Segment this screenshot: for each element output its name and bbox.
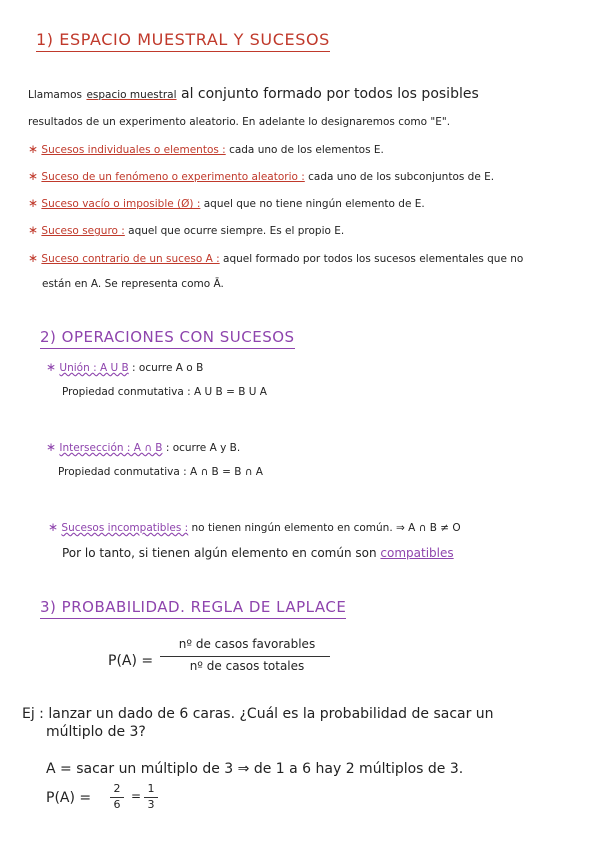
bullet-icon: ∗: [46, 360, 57, 374]
union-property: Propiedad conmutativa : A U B = B U A: [62, 386, 267, 398]
formula-lhs: P(A) =: [108, 653, 154, 669]
fraction-1-numerator: 2: [113, 782, 121, 795]
fraction-2-numerator: 1: [147, 782, 155, 795]
answer-lhs: P(A) =: [46, 790, 92, 806]
section1-title: 1) ESPACIO MUESTRAL Y SUCESOS: [36, 30, 330, 49]
bullet-icon: ∗: [48, 520, 59, 534]
compatible-line: Por lo tanto, si tienen algún elemento en común son compatibles: [62, 546, 454, 560]
bullet-icon: ∗: [28, 251, 39, 265]
section3-title: 3) PROBABILIDAD. REGLA DE LAPLACE: [40, 598, 346, 616]
answer-line: A = sacar un múltiplo de 3 ⇒ de 1 a 6 hay 2 múltiplos de 3.: [46, 761, 464, 777]
formula-fraction-bar: [160, 656, 330, 657]
formula-denominator: nº de casos totales: [189, 659, 305, 673]
definition-item: ∗ Suceso de un fenómeno o experimento aleatorio : cada uno de los subconjuntos de E.: [28, 169, 495, 183]
section2-title: 2) OPERACIONES CON SUCESOS: [40, 328, 295, 346]
bullet-icon: ∗: [28, 169, 39, 183]
intersection-property: Propiedad conmutativa : A ∩ B = B ∩ A: [58, 466, 263, 478]
intro-line-1: Llamamos espacio muestral al conjunto formado por todos los posibles: [28, 86, 479, 102]
equals-sign: =: [131, 789, 142, 803]
bullet-icon: ∗: [28, 223, 39, 237]
definition-item: ∗ Suceso contrario de un suceso A : aquel formado por todos los sucesos elementales que no: [28, 251, 524, 265]
union-item: ∗ Unión : A U B : ocurre A o B: [46, 360, 204, 374]
formula-numerator: nº de casos favorables: [178, 637, 316, 651]
term-espacio-muestral: espacio muestral: [86, 89, 177, 101]
example-line-2: múltiplo de 3?: [46, 724, 146, 740]
incompatible-item: ∗ Sucesos incompatibles : no tienen ningún elemento en común. ⇒ A ∩ B ≠ O: [48, 520, 461, 534]
example-line-1: Ej : lanzar un dado de 6 caras. ¿Cuál es la probabilidad de sacar un: [22, 706, 494, 722]
definition-item: ∗ Suceso vacío o imposible (Ø) : aquel que no tiene ningún elemento de E.: [28, 196, 425, 210]
bullet-icon: ∗: [28, 142, 39, 156]
definition-item: ∗ Sucesos individuales o elementos : cada uno de los elementos E.: [28, 142, 384, 156]
bullet-icon: ∗: [28, 196, 39, 210]
definition-item-continuation: están en A. Se representa como Ā.: [42, 278, 224, 290]
intro-line-2: resultados de un experimento aleatorio. En adelante lo designaremos como "E".: [28, 116, 451, 128]
fraction-2-denominator: 3: [147, 798, 155, 811]
fraction-1-denominator: 6: [113, 798, 121, 811]
definition-item: ∗ Suceso seguro : aquel que ocurre siempre. Es el propio E.: [28, 223, 345, 237]
intersection-item: ∗ Intersección : A ∩ B : ocurre A y B.: [46, 440, 241, 454]
bullet-icon: ∗: [46, 440, 57, 454]
term-compatibles: compatibles: [380, 546, 454, 560]
